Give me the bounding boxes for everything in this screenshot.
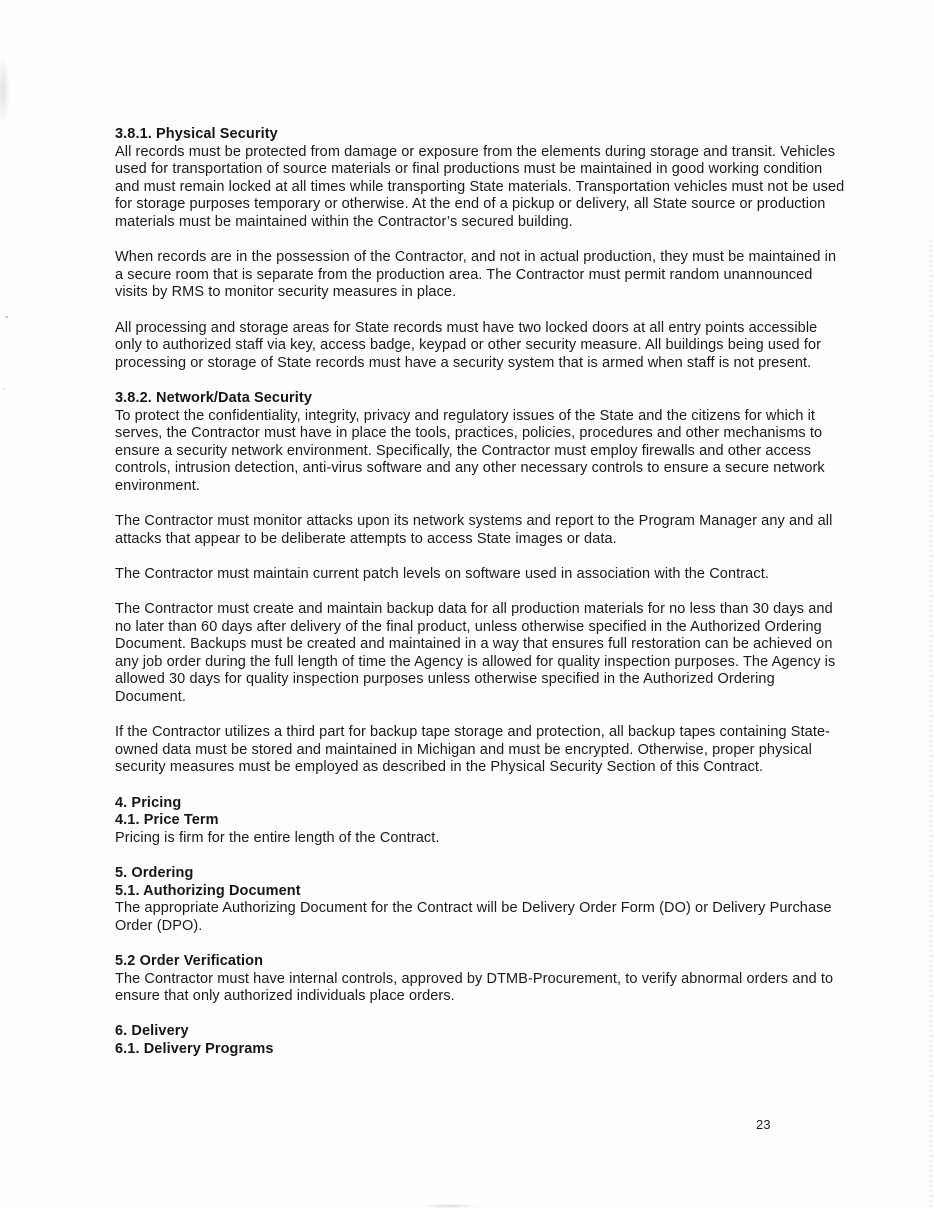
section-heading: 3.8.2. Network/Data Security xyxy=(115,389,313,406)
section-heading: 3.8.1. Physical Security xyxy=(115,126,278,142)
paragraph: The Contractor must monitor attacks upon its network systems and report to the Program Manager any and all attacks that appear to be deliberate attempts to access State images or data. xyxy=(115,513,833,547)
section-physical-security xyxy=(115,126,845,372)
paragraph: The Contractor must create and maintain backup data for all production materials for no less than 30 days and no later than 60 days after delivery of the final product, unless otherwise specified in the Authorized Ordering Document. Backups must be created and maintained in a way that ensures full restoration can be achieved on any job order during the full length of time the Agency is allowed for quality inspection purposes. The Agency is allowed 30 days for quality inspection purposes unless otherwise specified in the Authorized Ordering Document. xyxy=(115,601,836,705)
section-pricing xyxy=(115,795,845,848)
paragraph: The Contractor must maintain current patch levels on software used in association with the Contract. xyxy=(115,565,769,582)
paragraph: If the Contractor utilizes a third part for backup tape storage and protection, all backup tapes containing State-owned data must be stored and maintained in Michigan and must be encrypted. Otherwise, proper physical security measures must be employed as described in the Physical Security Section of this Contract. xyxy=(115,724,831,776)
section-order-verification xyxy=(115,953,845,1006)
paragraph: To protect the confidentiality, integrity, privacy and regulatory issues of the State and the citizens for which it serves, the Contractor must have in place the tools, practices, policies, procedures and other mechanisms to ensure a security network environment. Specifically, the Contractor must employ firewalls and other access controls, intrusion detection, anti-virus software and any other necessary controls to ensure a secure network environment. xyxy=(115,407,825,494)
scan-speck xyxy=(3,388,5,390)
paragraph: When records are in the possession of the Contractor, and not in actual production, they must be maintained in a secure room that is separate from the production area. The Contractor must permit random unannounced visits by RMS to monitor security measures in place. xyxy=(115,249,837,301)
section-subheading: 6.1. Delivery Programs xyxy=(115,1040,274,1057)
paragraph: The appropriate Authorizing Document for the Contract will be Delivery Order Form (DO) or Delivery Purchase Order (DPO). xyxy=(115,900,832,934)
scan-artifact-smudge xyxy=(420,1204,480,1208)
paragraph: Pricing is firm for the entire length of the Contract. xyxy=(115,829,440,846)
paragraph: All processing and storage areas for State records must have two locked doors at all entry points accessible only to authorized staff via key, access badge, keypad or other security measure. All buildings being used for processing or storage of State records must have a security system that is armed when staff is not present. xyxy=(115,319,822,371)
document-content xyxy=(115,126,845,1058)
section-ordering xyxy=(115,865,845,935)
page-number: 23 xyxy=(756,1117,771,1132)
scan-artifact-smudge xyxy=(0,55,10,125)
scan-speck xyxy=(5,316,8,318)
section-subheading: 5.1. Authorizing Document xyxy=(115,882,301,899)
section-heading: 5. Ordering xyxy=(115,864,194,881)
section-heading: 5.2 Order Verification xyxy=(115,952,264,969)
section-heading: 6. Delivery xyxy=(115,1023,189,1040)
section-subheading: 4.1. Price Term xyxy=(115,812,219,829)
paragraph: The Contractor must have internal controls, approved by DTMB-Procurement, to verify abnormal orders and to ensure that only authorized individuals place orders. xyxy=(115,970,834,1005)
section-delivery xyxy=(115,1023,845,1058)
paragraph: All records must be protected from damage or exposure from the elements during storage and transit. Vehicles used for transportation of source materials or final productions must be maintained in good working condition and must remain locked at all times while transporting State materials. Transportation vehicles must not be used for storage purposes temporary or otherwise. At the end of a pickup or delivery, all State source or production materials must be maintained within the Contractor’s secured building. xyxy=(115,143,845,230)
section-heading: 4. Pricing xyxy=(115,794,182,811)
scan-artifact-right-edge xyxy=(929,240,933,1208)
section-network-data-security xyxy=(115,390,845,777)
